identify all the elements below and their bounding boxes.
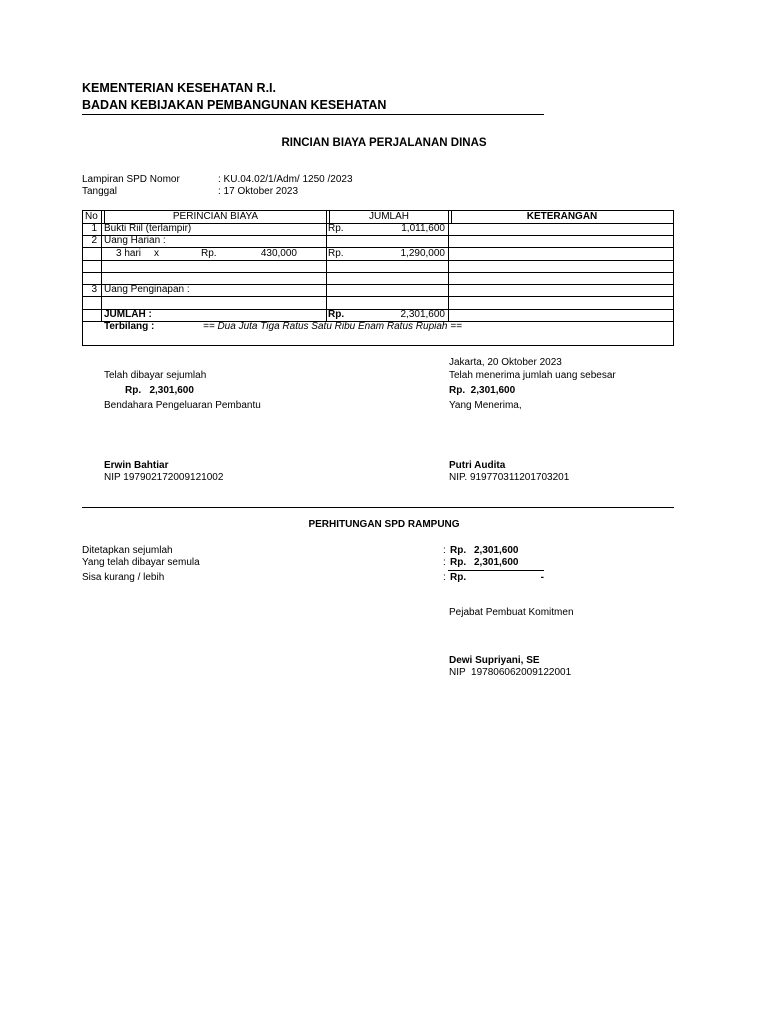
row-2a-x: x — [154, 248, 159, 259]
rampung-row-2-amount: 2,301,600 — [474, 557, 519, 568]
row-3-desc: Uang Penginapan : — [104, 284, 190, 295]
row-2a-amount-currency: Rp. — [328, 248, 344, 259]
row-1-amount: 1,011,600 — [401, 223, 445, 234]
col-header-no: No — [85, 211, 98, 222]
row-2a-days: 3 hari — [116, 248, 142, 259]
header-divider — [82, 114, 544, 115]
rampung-row-2-colon: : — [443, 557, 446, 568]
row-2-no: 2 — [91, 235, 97, 246]
receiver-nip: NIP. 919770311201703201 — [449, 472, 570, 483]
row-2a-amount: 1,290,000 — [400, 248, 445, 259]
date-value: : 17 Oktober 2023 — [218, 186, 299, 197]
official-role: Pejabat Pembuat Komitmen — [449, 607, 574, 618]
agency-name: BADAN KEBIJAKAN PEMBANGUNAN KESEHATAN — [82, 98, 387, 112]
row-2-desc: Uang Harian : — [104, 235, 166, 246]
receiver-name: Putri Audita — [449, 460, 506, 471]
rampung-row-1-amount: 2,301,600 — [474, 545, 519, 556]
row-3-no: 3 — [91, 284, 97, 295]
terbilang-label: Terbilang : — [104, 321, 155, 332]
total-currency: Rp. — [328, 309, 345, 320]
rampung-row-2-label: Yang telah dibayar semula — [82, 557, 200, 568]
ministry-name: KEMENTERIAN KESEHATAN R.I. — [82, 81, 276, 95]
rampung-row-3-amount: - — [540, 572, 544, 583]
paid-amount: Rp. 2,301,600 — [125, 385, 194, 396]
rampung-row-2-currency: Rp. — [450, 557, 467, 568]
col-header-perincian: PERINCIAN BIAYA — [172, 211, 259, 222]
received-amount-label: Telah menerima jumlah uang sebesar — [449, 370, 616, 381]
row-2a-rate: 430,000 — [260, 248, 297, 259]
rampung-title: PERHITUNGAN SPD RAMPUNG — [308, 519, 460, 530]
received-amount: Rp. 2,301,600 — [449, 385, 516, 396]
rampung-row-3-currency: Rp. — [450, 572, 467, 583]
spd-number-value: : KU.04.02/1/Adm/ 1250 /2023 — [218, 174, 353, 185]
col-header-keterangan: KETERANGAN — [526, 211, 598, 222]
row-1-desc: Bukti Riil (terlampir) — [104, 223, 192, 234]
official-nip: NIP 197806062009122001 — [449, 667, 572, 678]
subtotal-underline — [448, 570, 544, 571]
row-1-no: 1 — [91, 223, 97, 234]
row-1-currency: Rp. — [328, 223, 344, 234]
paid-amount-label: Telah dibayar sejumlah — [104, 370, 207, 381]
treasurer-nip: NIP 197902172009121002 — [104, 472, 224, 483]
spd-number-label: Lampiran SPD Nomor — [82, 174, 180, 185]
col-header-jumlah: JUMLAH — [368, 211, 409, 222]
rampung-row-1-colon: : — [443, 545, 446, 556]
official-name: Dewi Supriyani, SE — [449, 655, 540, 666]
total-amount: 2,301,600 — [400, 309, 445, 320]
date-label: Tanggal — [82, 186, 118, 197]
section-divider — [82, 507, 674, 508]
terbilang-value: == Dua Juta Tiga Ratus Satu Ribu Enam Ratus Rupiah == — [203, 321, 462, 332]
treasurer-name: Erwin Bahtiar — [104, 460, 169, 471]
treasurer-role: Bendahara Pengeluaran Pembantu — [104, 400, 261, 411]
total-label: JUMLAH : — [104, 309, 152, 320]
rampung-row-1-currency: Rp. — [450, 545, 467, 556]
rampung-row-1-label: Ditetapkan sejumlah — [82, 545, 173, 556]
rampung-row-3-label: Sisa kurang / lebih — [82, 572, 165, 583]
cost-table — [82, 210, 674, 346]
receiver-role: Yang Menerima, — [449, 400, 522, 411]
rampung-row-3-colon: : — [443, 572, 446, 583]
row-2a-currency: Rp. — [201, 248, 217, 259]
document-title: RINCIAN BIAYA PERJALANAN DINAS — [281, 137, 487, 149]
place-date: Jakarta, 20 Oktober 2023 — [449, 357, 562, 368]
